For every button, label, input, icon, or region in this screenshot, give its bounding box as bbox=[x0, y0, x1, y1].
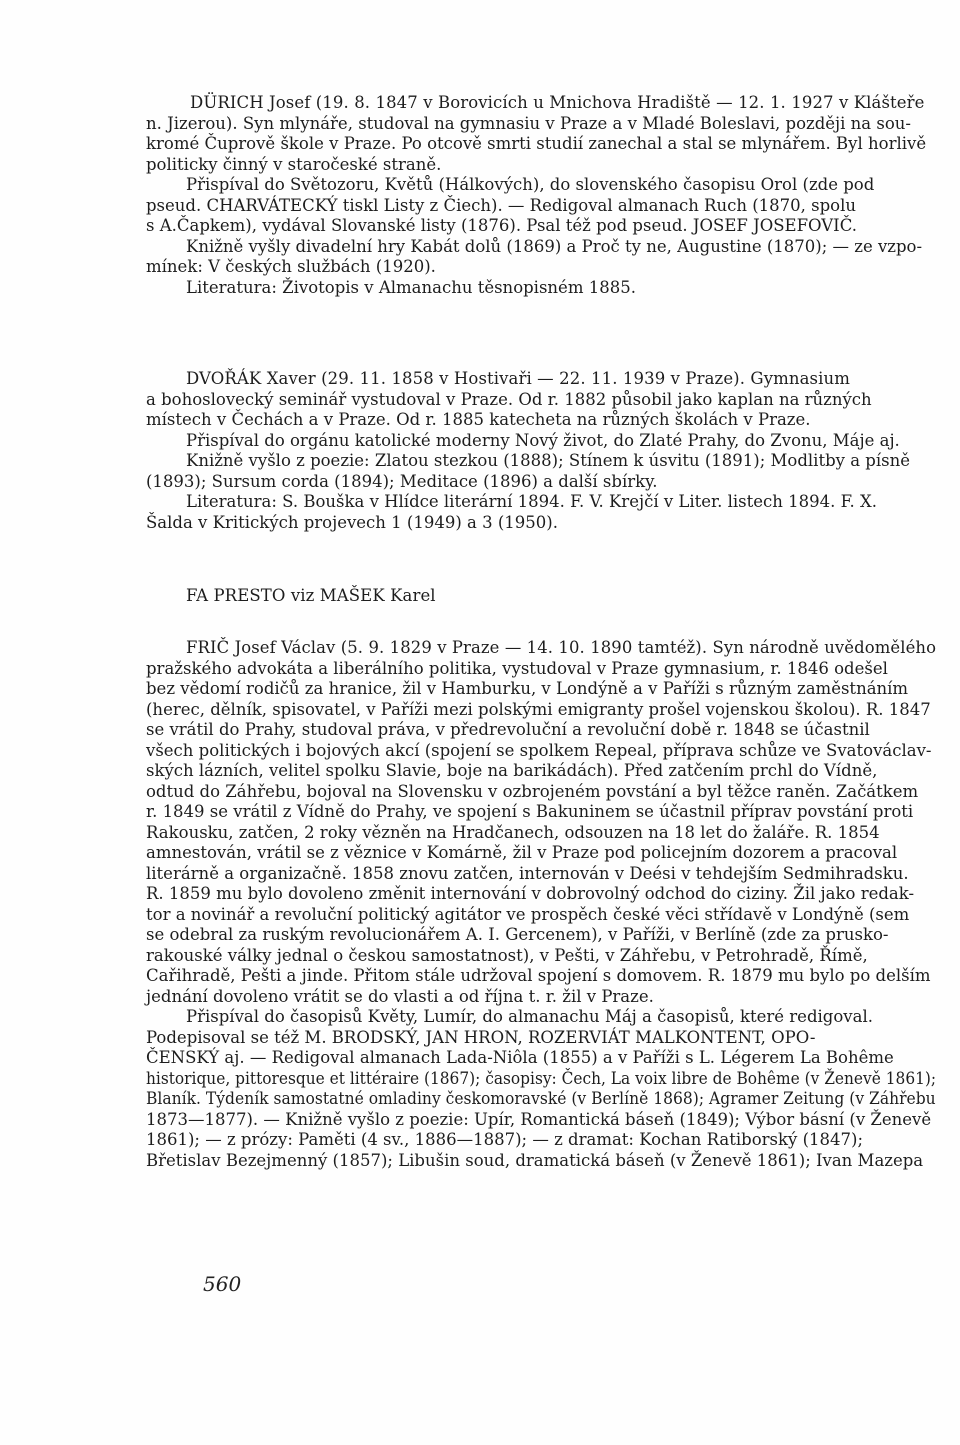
text-line: Literatura: Životopis v Almanachu těsnopisném 1885. bbox=[186, 277, 636, 297]
text-line: jednání dovoleno vrátit se do vlasti a od října t. r. žil v Praze. bbox=[146, 986, 654, 1006]
text-line: bez vědomí rodičů za hranice, žil v Hamburku, v Londýně a v Paříži s různým zaměstnáním bbox=[146, 679, 909, 698]
text-line: Přispíval do Světozoru, Květů (Hálkových), do slovenského časopisu Orol (zde pod bbox=[186, 175, 875, 194]
text-line: Blaník. Týdeník samostatné omladiny českomoravské (v Berlíně 1868); Agramer Zeitung (v Záhřebu bbox=[146, 1089, 936, 1108]
text-line: Knižně vyšly divadelní hry Kabát dolů (1869) a Proč ty ne, Augustine (1870); — ze vzpo- bbox=[186, 236, 923, 256]
text-line: ČENSKÝ aj. — Redigoval almanach Lada-Niôla (1855) a v Paříži s L. Légerem La Bohême bbox=[146, 1048, 894, 1067]
entry-durich bbox=[146, 93, 936, 298]
text-line: s A.Čapkem), vydával Slovanské listy (1876). Psal též pod pseud. JOSEF JOSEFOVIČ. bbox=[146, 216, 857, 235]
text-line: Břetislav Bezejmenný (1857); Libušin soud, dramatická báseň (v Ženevě 1861); Ivan Mazepa bbox=[146, 1150, 924, 1170]
text-line: a bohoslovecký seminář vystudoval v Praze. Od r. 1882 působil jako kaplan na různých bbox=[146, 389, 872, 409]
text-line: tor a novinář a revoluční politický agitátor ve prospěch české věci střídavě v Londýně (sem bbox=[146, 904, 910, 924]
page-number: 560 bbox=[203, 1272, 242, 1296]
text-line: se vrátil do Prahy, studoval práva, v předrevoluční a revoluční době r. 1848 se účastnil bbox=[146, 720, 870, 739]
text-line: Literatura: S. Bouška v Hlídce literární 1894. F. V. Krejčí v Liter. listech 1894. F. X. bbox=[186, 492, 877, 511]
entry-heading: DÜRICH Josef (19. 8. 1847 v Borovicích u Mnichova Hradiště — 12. 1. 1927 v Klášteře bbox=[190, 93, 925, 112]
text-line: místech v Čechách a v Praze. Od r. 1885 katecheta na různých školách v Praze. bbox=[146, 410, 811, 429]
entry-heading: FRIČ Josef Václav (5. 9. 1829 v Praze — 14. 10. 1890 tamtéž). Syn národně uvědomělého bbox=[186, 638, 937, 657]
text-line: ských lázních, velitel spolku Slavie, boje na barikádách). Před zatčením prchl do Vídně, bbox=[146, 761, 878, 780]
text-line: se odebral za ruským revolucionářem A. I. Gercenem), v Paříži, v Berlíně (zde za prusko- bbox=[146, 925, 889, 944]
text-line: Šalda v Kritických projevech 1 (1949) a 3 (1950). bbox=[146, 512, 558, 532]
text-line: historique, pittoresque et littéraire (1867); časopisy: Čech, La voix libre de Bohême (v Ženevě 1861); bbox=[146, 1068, 937, 1088]
text-line: Cařihradě, Pešti a jinde. Přitom stále udržoval spojení s domovem. R. 1879 mu bylo po delším bbox=[146, 966, 931, 985]
text-line: pseud. CHARVÁTECKÝ tiskl Listy z Čiech). — Redigoval almanach Ruch (1870, spolu bbox=[146, 195, 857, 215]
entry-heading: FA PRESTO viz MAŠEK Karel bbox=[186, 586, 436, 605]
text-line: 1861); — z prózy: Paměti (4 sv., 1886—1887); — z dramat: Kochan Ratiborský (1847); bbox=[146, 1130, 864, 1149]
text-line: literárně a organizačně. 1858 znovu zatčen, internován v Deési v tehdejším Sedmihradsku. bbox=[146, 863, 909, 883]
entry-heading: DVOŘÁK Xaver (29. 11. 1858 v Hostivaři — 22. 11. 1939 v Praze). Gymnasium bbox=[186, 369, 850, 388]
text-line: rakouské války jednal o českou samostatnost), v Pešti, v Záhřebu, v Petrohradě, Římě, bbox=[146, 945, 868, 965]
text-line: amnestován, vrátil se z věznice v Komárně, žil v Praze pod policejním dozorem a pracoval bbox=[146, 843, 898, 862]
text-line: kromé Čuprově škole v Praze. Po otcově smrti studií zanechal a stal se mlynářem. Byl horlivě bbox=[146, 134, 927, 153]
text-line: všech politických i bojových akcí (spojení se spolkem Repeal, příprava schůze ve Svatováclav- bbox=[146, 740, 932, 760]
text-line: mínek: V českých službách (1920). bbox=[146, 257, 436, 276]
text-line: n. Jizerou). Syn mlynáře, studoval na gymnasiu v Praze a v Mladé Boleslavi, později na sou- bbox=[146, 113, 911, 133]
entry-fa-presto bbox=[146, 586, 936, 607]
text-line: politicky činný v staročeské straně. bbox=[146, 154, 442, 174]
text-line: Rakousku, zatčen, 2 roky vězněn na Hradčanech, odsouzen na 18 let do žaláře. R. 1854 bbox=[146, 822, 880, 842]
text-line: r. 1849 se vrátil z Vídně do Prahy, ve spojení s Bakuninem se účastnil příprav povstání proti bbox=[146, 802, 914, 821]
text-line: odtud do Záhřebu, bojoval na Slovensku v ozbrojeném povstání a byl těžce raněn. Začátkem bbox=[146, 781, 919, 801]
text-line: Přispíval do časopisů Květy, Lumír, do almanachu Máj a časopisů, které redigoval. bbox=[186, 1007, 873, 1026]
text-line: (herec, dělník, spisovatel, v Paříži mezi polskými emigranty prošel vojenskou školou). R. 1847 bbox=[146, 699, 931, 719]
entry-dvorak bbox=[146, 369, 936, 533]
text-line: (1893); Sursum corda (1894); Meditace (1896) a další sbírky. bbox=[146, 471, 658, 491]
text-line: Přispíval do orgánu katolické moderny Nový život, do Zlaté Prahy, do Zvonu, Máje aj. bbox=[186, 430, 900, 450]
text-line: R. 1859 mu bylo dovoleno změnit internování v dobrovolný odchod do ciziny. Žil jako redak- bbox=[146, 884, 915, 903]
text-line: Podepisoval se též M. BRODSKÝ, JAN HRON, ROZERVIÁT MALKONTENT, OPO- bbox=[146, 1027, 816, 1047]
text-line: pražského advokáta a liberálního politika, vystudoval v Praze gymnasium, r. 1846 odešel bbox=[146, 658, 888, 678]
text-line: Knižně vyšlo z poezie: Zlatou stezkou (1888); Stínem k úsvitu (1891); Modlitby a písně bbox=[186, 451, 910, 470]
text-line: 1873—1877). — Knižně vyšlo z poezie: Upír, Romantická báseň (1849); Výbor básní (v Ženevě bbox=[146, 1109, 932, 1129]
entry-fric bbox=[146, 638, 936, 1171]
